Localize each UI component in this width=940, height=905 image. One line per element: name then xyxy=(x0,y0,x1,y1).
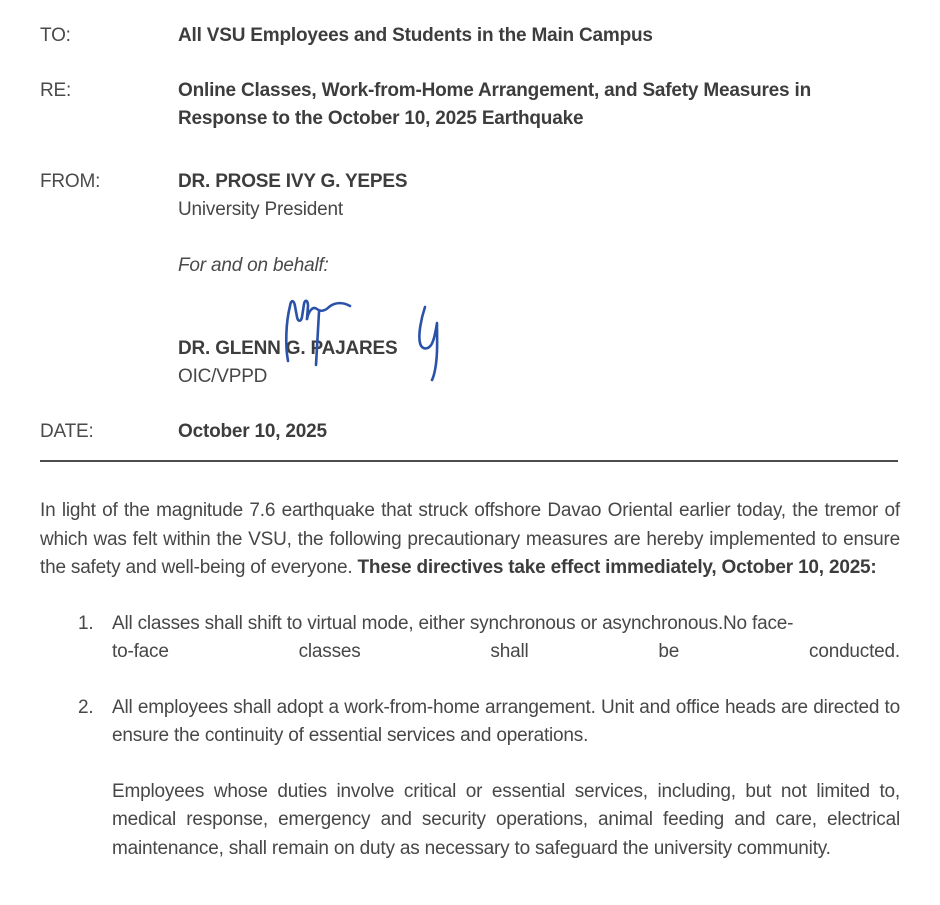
item-2-continuation: Employees whose duties involve critical or essential services, including, but not limited to, medical response, emergency and security operations, animal feeding and care, electrical maintenance, shall remain on duty as necessary to safeguard the university community. xyxy=(112,780,900,859)
item-2-text: All employees shall adopt a work-from-home arrangement. Unit and office heads are directed to ensure the continuity of essential services and operations. xyxy=(112,696,900,746)
memo-signatory-row xyxy=(40,335,900,391)
item-2-number: 2. xyxy=(78,696,94,718)
memo-header xyxy=(0,0,940,446)
date-label: DATE: xyxy=(40,421,94,442)
to-value: All VSU Employees and Students in the Main Campus xyxy=(178,25,653,46)
signatory-title: OIC/VPPD xyxy=(178,366,268,387)
item-1-number: 1. xyxy=(78,612,94,634)
re-label: RE: xyxy=(40,80,72,101)
behalf-spacer xyxy=(40,252,178,280)
from-label: FROM: xyxy=(40,171,101,192)
memo-date-row xyxy=(40,418,900,446)
memo-behalf-row xyxy=(40,252,900,280)
behalf-note: For and on behalf: xyxy=(178,255,329,276)
intro-regular-text: In light of the magnitude 7.6 earthquake that struck offshore Davao Oriental earlier today, the tremor of which was felt within the VSU, the following precautionary measures are hereby implemented to ensure the safety and well-being of everyone. xyxy=(40,500,900,578)
date-value: October 10, 2025 xyxy=(178,421,327,442)
from-title: University President xyxy=(178,199,343,220)
from-name: DR. PROSE IVY G. YEPES xyxy=(178,171,408,192)
re-value: Online Classes, Work-from-Home Arrangement, and Safety Measures in Response to the October 10, 2025 Earthquake xyxy=(178,80,811,129)
memo-to-row xyxy=(40,22,900,50)
intro-paragraph xyxy=(40,497,900,583)
signatory-spacer xyxy=(40,335,178,391)
item-1-line-1: All classes shall shift to virtual mode, either synchronous or asynchronous.No face- xyxy=(112,612,794,634)
item-1-line-2: to-face classes shall be conducted. xyxy=(112,641,900,662)
intro-bold-text: These directives take effect immediately, October 10, 2025: xyxy=(357,557,877,578)
memo-from-row xyxy=(40,168,900,224)
directive-item-2 xyxy=(40,694,900,751)
signatory-name: DR. GLENN G. PAJARES xyxy=(178,338,398,359)
memo-body xyxy=(0,462,940,863)
directive-item-1 xyxy=(40,610,900,667)
memo-re-row xyxy=(40,77,900,133)
to-label: TO: xyxy=(40,25,71,46)
